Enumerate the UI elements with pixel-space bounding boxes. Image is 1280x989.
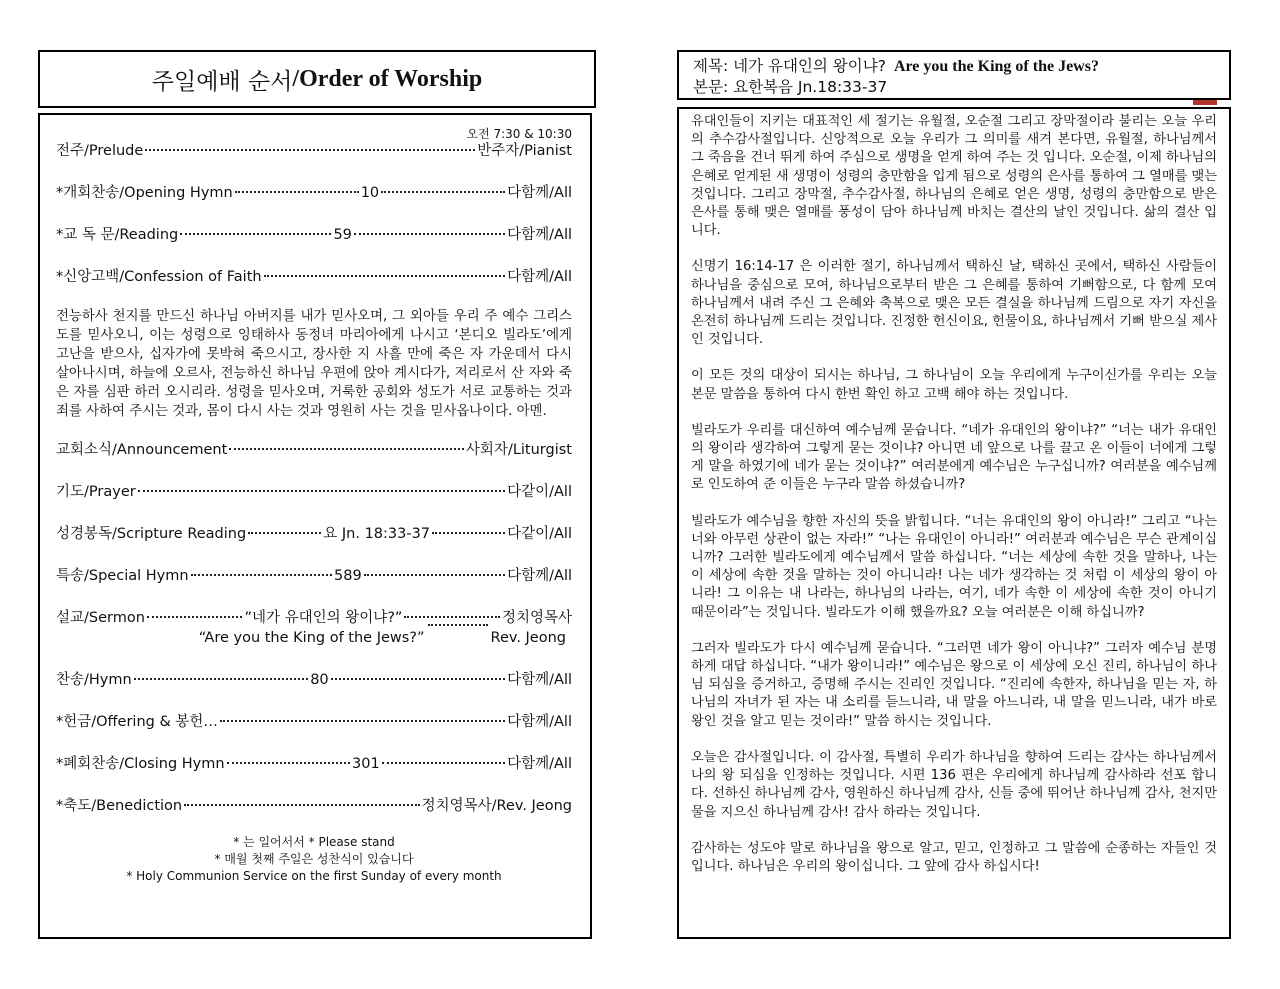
order-item-leader: 다함께/All (507, 269, 572, 285)
order-item-label: *축도/Benediction (56, 797, 183, 814)
order-item-detail: 59 (333, 227, 352, 243)
order-item-leader: 다함께/All (507, 755, 572, 772)
leader-dots (180, 233, 331, 235)
order-item (56, 608, 572, 628)
order-item-leader: 다함께/All (507, 713, 572, 730)
order-items-bottom (56, 670, 572, 816)
leader-dots (138, 490, 505, 492)
order-item-leader: 정치영목사 (501, 609, 572, 626)
order-item-label: *폐회찬송/Closing Hymn (56, 755, 225, 772)
leader-dots (220, 720, 505, 722)
sermon-paragraph: 빌라도가 예수님을 향한 자신의 뜻을 밝힙니다. “너는 유대인의 왕이 아니라!” 그리고 “나는 너와 아무런 상관이 없는 자라!” “나는 유대인이 아니라!” 여러분과 예수님은 무슨 관계이십니까? 그러한 빌라도에게 예수님께서 말씀 하십니다. “너는 세상에 속한 것을 말하나, 나는 이 세상에 속한 것을 말하는 것이 아니니라! 나는 네가 생각하는 것 처럼 이 세상의 왕이 아니라! 그 이유는 내 나라는, 하나님의 나라는, 여기, 네가 속한 이 세상에 속한 것이 아니기 때문이라”는 것입니다. 빌라도가 이해 했을까요? 오늘 여러분은 이해 하십니까? (691, 513, 1217, 620)
order-item-label: *개회찬송/Opening Hymn (56, 185, 233, 201)
leader-dots (229, 448, 464, 450)
order-item-detail: 589 (334, 567, 362, 584)
order-item (56, 796, 572, 816)
sermon-paragraph: 오늘은 감사절입니다. 이 감사절, 특별히 우리가 하나님을 향하여 드리는 감사는 하나님께서 나의 왕 되심을 인정하는 것입니다. 시편 136 편은 우리에게 하나님께 감사하라 선포 합니다. 선하신 하나님께 감사, 영원하신 하나님께 감사, 신들 중에 뛰어난 하나님께 감사, 천지만물을 지으신 하나님께 감사! 감사 하라는 것입니다. (691, 749, 1217, 820)
order-item-detail: 80 (310, 671, 329, 688)
leader-dots (227, 762, 350, 764)
order-item (56, 183, 572, 203)
sermon-text-reference: 본문: 요한복음 Jn.18:33-37 (693, 78, 888, 96)
order-item-label: 교회소식/Announcement (56, 441, 228, 458)
worship-order-box (38, 113, 592, 939)
leader-dots (404, 616, 500, 618)
footnote-communion-en: * Holy Communion Service on the first Sunday of every month (126, 868, 502, 883)
order-item-leader: 반주자/Pianist (477, 143, 572, 159)
order-item-leader: 다함께/All (507, 567, 572, 584)
leader-dots (364, 574, 505, 576)
service-time: 오전 7:30 & 10:30 (466, 127, 572, 141)
apostles-creed: 전능하사 천지를 만드신 하나님 아버지를 내가 믿사오며, 그 외아들 우리 주 예수 그리스도를 믿사오니, 이는 성령으로 잉태하사 동정녀 마리아에게 나시고 ‘본디오 빌라도’에게 고난을 받으사, 십자가에 못박혀 죽으시고, 장사한 지 사흘 만에 죽은 자 가운데서 다시 살아나시며, 하늘에 오르사, 전능하신 하나님 우편에 앉아 계시다가, 저리로서 산 자와 죽은 자를 심판 하러 오시리라. 성령을 믿사오며, 거룩한 공회와 성도가 서로 교통하는 것과 죄를 사하여 주시는 것과, 몸이 다시 사는 것과 영원히 사는 것을 믿사옵나이다. 아멘. (56, 309, 572, 420)
order-item-detail: 301 (352, 755, 380, 772)
leader-dots (248, 532, 321, 534)
sermon-paragraph: 신명기 16:14-17 은 이러한 절기, 하나님께서 택하신 날, 택하신 곳에서, 택하신 사람들이 하나님을 중심으로 모여, 하나님으로부터 받은 그 은혜를 통하여 기뻐함으로, 다 함께 모여 하나님께서 내려 주신 그 은혜와 축복으로 맺은 모든 결실을 하나님께 드림으로 자기 자신을 온전히 하나님께 드리는 것입니다. 진정한 헌신이요, 헌물이요, 하나님께서 기뻐 받으실 제사인 것입니다. (691, 259, 1217, 348)
order-item-label: *교 독 문/Reading (56, 227, 179, 243)
order-item (56, 267, 572, 287)
order-item (56, 712, 572, 732)
footnote-stand: * 는 일어서서 * Please stand (233, 834, 395, 849)
sermon-preacher-en: Rev. Jeong (490, 629, 566, 646)
leader-dots (191, 574, 332, 576)
order-item-detail: 10 (360, 185, 380, 201)
leader-dots (235, 191, 359, 193)
order-items-top (56, 141, 572, 287)
footnotes (56, 834, 572, 885)
leader-dots (354, 233, 505, 235)
order-item-leader: 다함께/All (507, 185, 572, 201)
leader-dots (134, 678, 308, 680)
sermon-title-en-row (56, 628, 572, 648)
order-item-label: 특송/Special Hymn (56, 567, 189, 584)
sermon-body-box (677, 107, 1231, 939)
order-item-label: 기도/Prayer (56, 483, 136, 500)
order-item-label: 설교/Sermon (56, 609, 145, 626)
order-item-leader: 다같이/All (507, 483, 572, 500)
leader-dots (432, 532, 505, 534)
sermon-title-line (693, 56, 1215, 77)
sermon-paragraph: 이 모든 것의 대상이 되시는 하나님, 그 하나님이 오늘 우리에게 누구이신가를 우리는 오늘 본문 말씀을 통하여 다시 한번 확인 하고 고백 해야 하는 것입니다. (691, 368, 1217, 402)
leader-dots (264, 275, 506, 277)
leader-dots (331, 678, 505, 680)
sermon-title-en: “Are you the King of the Jews?” (198, 629, 425, 646)
sermon-title-en-header: Are you the King of the Jews? (893, 58, 1099, 75)
leader-dots (145, 149, 475, 151)
leader-dots (382, 762, 505, 764)
order-item (56, 482, 572, 502)
order-item-leader: 다같이/All (507, 525, 572, 542)
order-item (56, 524, 572, 544)
leader-dots (428, 624, 488, 626)
order-item-label: 전주/Prelude (56, 143, 144, 159)
sermon-paragraph: 유대인들이 지키는 대표적인 세 절기는 유월절, 오순절 그리고 장막절이라 불리는 오늘 우리의 추수감사절입니다. 신앙적으로 오늘 우리가 그 의미를 새겨 본다면, 유월절, 하나님께서 그 죽음을 건너 뛰게 하여 주심으로 생명을 얻게 하여 주는 것 입니다. 오순절, 이제 하나님의 은혜로 얻게된 새 생명이 성령의 충만함을 입게 됨으로 성령의 은사를 통하여 그 열매를 맺는 것입니다. 그리고 장막절, 추수감사절, 하나님의 은혜로 얻은 생명, 성령의 충만함으로 받은 은사를 통해 맺은 열매를 풍성이 담아 하나님께 바치는 결산의 날인 것입니다. 삶의 결산 입니다. (691, 114, 1217, 239)
order-item (56, 225, 572, 245)
sermon-header-box (677, 50, 1231, 100)
order-item-leader: 다함께/All (507, 227, 572, 243)
worship-order-title-box (38, 50, 596, 108)
order-item-leader: 정치영목사/Rev. Jeong (421, 797, 572, 814)
footnote-communion-ko: * 매월 첫째 주일은 성찬식이 있습니다 (214, 851, 414, 866)
sermon-paragraph: 그러자 빌라도가 다시 예수님께 묻습니다. “그러면 네가 왕이 아니냐?” 그러자 예수님 분명하게 대답 하십니다. “내가 왕이니라!” 예수님은 왕으로 이 세상에 오신 진리, 하나님이 하나님 되심을 증거하고, 증명해 주시는 진리인 것입니다. “진리에 속한자, 하나님을 믿는 자, 하나님의 자녀가 된 자는 내 소리를 듣느니라, 내 말을 아느니라, 내 말을 믿느니라, 내가 바로 왕인 것을 알고 믿는 것이라!” 말씀 하시는 것입니다. (691, 640, 1217, 729)
order-item-leader: 사회자/Liturgist (465, 441, 572, 458)
order-item (56, 670, 572, 690)
order-item-label: 성경봉독/Scripture Reading (56, 525, 247, 542)
order-item-label: *신앙고백/Confession of Faith (56, 269, 262, 285)
worship-order-title-en: /Order of Worship (292, 65, 483, 92)
order-item (56, 754, 572, 774)
sermon-paragraph: 빌라도가 우리를 대신하여 예수님께 묻습니다. “네가 유대인의 왕이냐?” “너는 내가 유대인의 왕이라 생각하여 그렇게 묻는 것이냐? 아니면 네 앞으로 나를 끌고 온 이들이 너에게 그렇게 말을 하였기에 네가 묻는 것이냐?” 여러분에게 예수님은 누구십니까? 여러분을 예수님께로 인도하여 준 이들은 누구라 말씀 하셨습니까? (691, 422, 1217, 493)
order-item (56, 566, 572, 586)
order-items-middle (56, 440, 572, 628)
order-item-detail: ”네가 유대인의 왕이냐?” (244, 609, 403, 626)
order-item-label: 찬송/Hymn (56, 671, 132, 688)
sermon-paragraph: 감사하는 성도야 말로 하나님을 왕으로 알고, 믿고, 인정하고 그 말씀에 순종하는 자들인 것입니다. 하나님은 우리의 왕이십니다. 그 앞에 감사 하십시다! (691, 840, 1217, 874)
order-item-detail: 요 Jn. 18:33-37 (323, 525, 431, 542)
order-item (56, 141, 572, 161)
leader-dots (184, 804, 419, 806)
sermon-title-ko: 제목: 네가 유대인의 왕이냐? (693, 57, 886, 75)
order-item-label: *헌금/Offering & 봉헌… (56, 713, 218, 730)
order-item (56, 440, 572, 460)
leader-dots (381, 191, 505, 193)
red-mark (1193, 100, 1217, 105)
order-item-leader: 다함께/All (507, 671, 572, 688)
leader-dots (147, 616, 243, 618)
worship-order-title-ko: 주일예배 순서 (151, 68, 293, 95)
